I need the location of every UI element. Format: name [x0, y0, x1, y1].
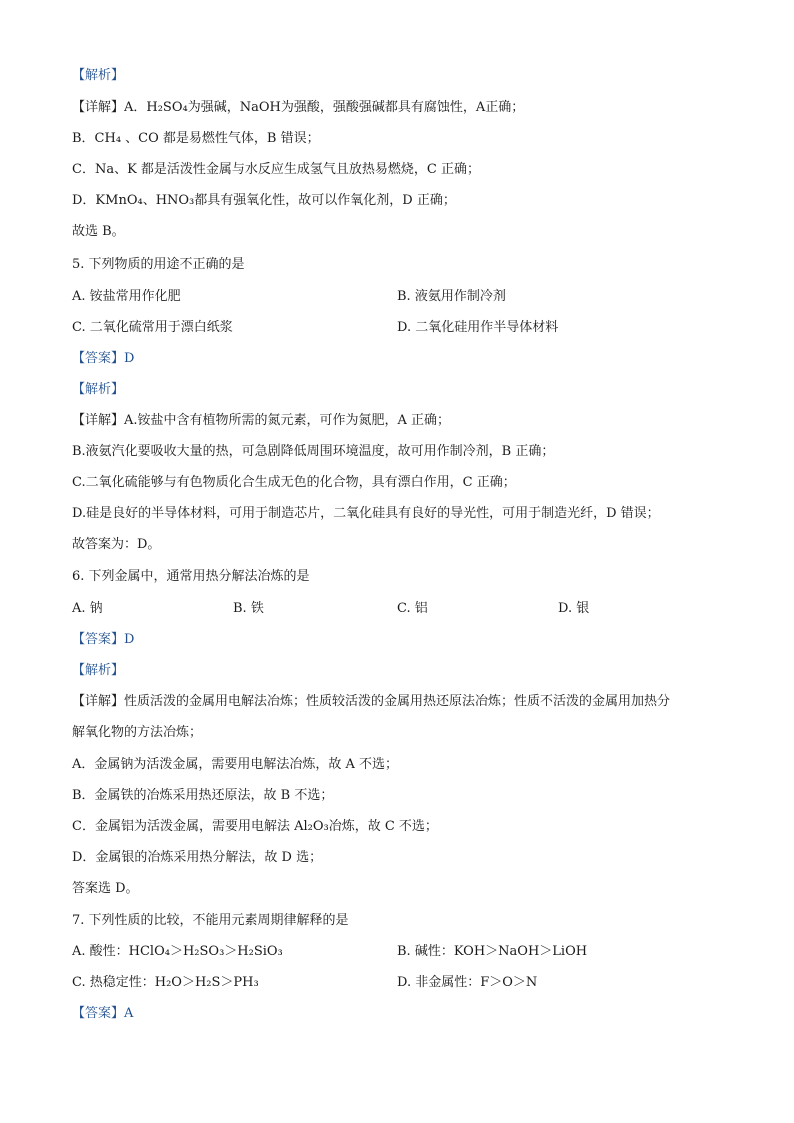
q6-option-b: B. 铁: [233, 601, 264, 616]
detail-line: B．金属铁的冶炼采用热还原法，故 B 不选；: [72, 788, 334, 803]
conclusion-line: 答案选 D。: [72, 881, 139, 896]
question-6: 6. 下列金属中，通常用热分解法冶炼的是: [72, 569, 310, 584]
question-5: 5. 下列物质的用途不正确的是: [72, 257, 245, 272]
analysis-heading: 【解析】: [72, 663, 125, 678]
detail-line: C．Na、K 都是活泼性金属与水反应生成氢气且放热易燃烧，C 正确；: [72, 162, 480, 177]
q7-option-c: C. 热稳定性：H₂O＞H₂S＞PH₃: [72, 975, 259, 990]
detail-line: A．金属钠为活泼金属，需要用电解法冶炼，故 A 不选；: [72, 757, 399, 772]
q5-option-d: D. 二氧化硅用作半导体材料: [397, 320, 559, 335]
detail-line: C．金属铝为活泼金属，需要用电解法 Al₂O₃冶炼，故 C 不选；: [72, 819, 438, 834]
q6-option-c: C. 铝: [397, 601, 428, 616]
q7-option-d: D. 非金属性：F＞O＞N: [397, 975, 538, 990]
q7-option-a: A. 酸性：HClO₄＞H₂SO₃＞H₂SiO₃: [72, 944, 283, 959]
detail-line: B.液氨汽化要吸收大量的热，可急剧降低周围环境温度，故可用作制冷剂，B 正确；: [72, 444, 555, 459]
q5-option-b: B. 液氨用作制冷剂: [397, 289, 506, 304]
answer-line: 【答案】D: [72, 632, 135, 647]
answer-line: 【答案】D: [72, 351, 135, 366]
q7-option-b: B. 碱性：KOH＞NaOH＞LiOH: [397, 944, 588, 959]
detail-line: 【详解】A．H₂SO₄为强碱，NaOH为强酸，强酸强碱都具有腐蚀性，A正确；: [72, 100, 525, 115]
detail-line: 【详解】性质活泼的金属用电解法冶炼；性质较活泼的金属用热还原法冶炼；性质不活泼的金属用加热分: [72, 694, 671, 709]
detail-line: 解氧化物的方法冶炼；: [72, 725, 203, 740]
analysis-heading: 【解析】: [72, 68, 125, 83]
detail-line: 【详解】A.铵盐中含有植物所需的氮元素，可作为氮肥，A 正确；: [72, 413, 451, 428]
q5-option-a: A. 铵盐常用作化肥: [72, 289, 181, 304]
detail-line: D．金属银的冶炼采用热分解法，故 D 选；: [72, 850, 323, 865]
detail-line: C.二氧化硫能够与有色物质化合生成无色的化合物，具有漂白作用，C 正确；: [72, 475, 516, 490]
detail-line: B．CH₄ 、CO 都是易燃性气体，B 错误；: [72, 131, 320, 146]
question-7: 7. 下列性质的比较，不能用元素周期律解释的是: [72, 913, 349, 928]
conclusion-line: 故选 B。: [72, 224, 125, 239]
detail-line: D.硅是良好的半导体材料，可用于制造芯片，二氧化硅具有良好的导光性，可用于制造光纤，D 错误；: [72, 506, 660, 521]
q5-option-c: C. 二氧化硫常用于漂白纸浆: [72, 320, 233, 335]
detail-line: D．KMnO₄、HNO₃都具有强氧化性，故可以作氧化剂，D 正确；: [72, 193, 456, 208]
conclusion-line: 故答案为：D。: [72, 537, 161, 552]
analysis-heading: 【解析】: [72, 382, 125, 397]
answer-line: 【答案】A: [72, 1006, 134, 1021]
q6-option-d: D. 银: [558, 601, 590, 616]
q6-option-a: A. 钠: [72, 601, 103, 616]
